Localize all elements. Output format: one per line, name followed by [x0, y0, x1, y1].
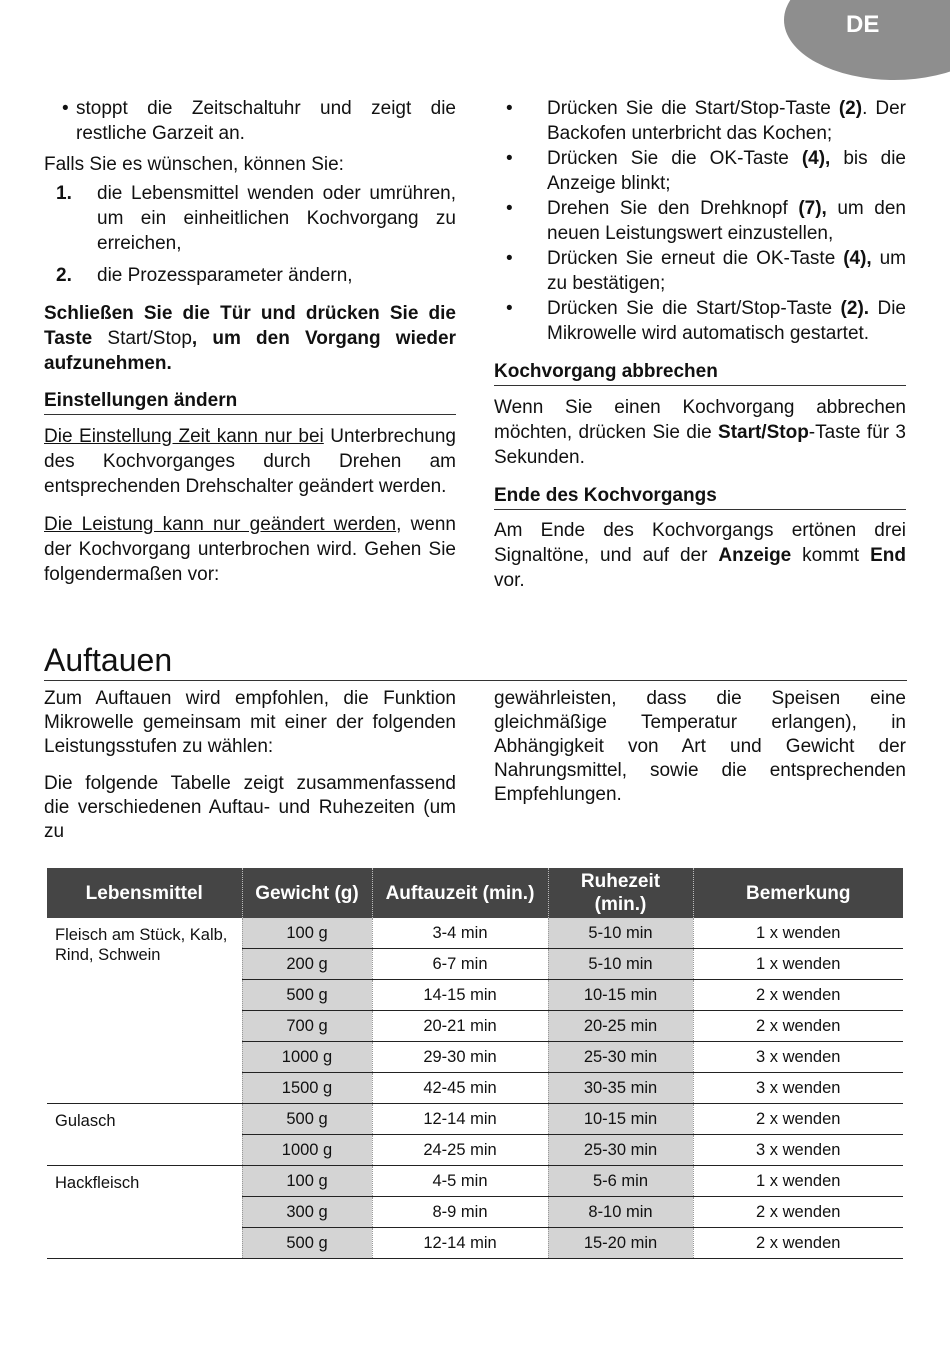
rest-time-cell: 5-10 min — [548, 918, 693, 949]
rest-time-cell: 25-30 min — [548, 1135, 693, 1166]
step-text: Drehen Sie den Drehknopf (7), um den neuen Leistungswert einzustellen, — [547, 198, 906, 244]
bullet-icon: • — [506, 148, 513, 169]
list-item-text: stoppt die Zeitschaltuhr und zeigt die restliche Garzeit an. — [76, 98, 456, 144]
settings-heading: Einstellungen ändern — [44, 388, 456, 415]
header-defrost-time: Auftauzeit (min.) — [372, 868, 548, 918]
remark-cell: 1 x wenden — [693, 918, 903, 949]
left-column — [44, 96, 456, 587]
remark-cell: 3 x wenden — [693, 1073, 903, 1104]
step-text: Drücken Sie die Start/Stop-Taste (2). Die Mikrowelle wird automatisch gestartet. — [547, 298, 906, 344]
rest-time-cell: 25-30 min — [548, 1042, 693, 1073]
bullet-icon: • — [62, 98, 69, 119]
step-item — [494, 146, 906, 196]
power-change-underlined: Die Leistung kann nur geändert werden — [44, 514, 397, 535]
rest-time-cell: 30-35 min — [548, 1073, 693, 1104]
rest-time-cell: 20-25 min — [548, 1011, 693, 1042]
table-header-row — [47, 868, 903, 918]
power-change-text — [44, 512, 456, 587]
defrost-paragraph-1: Zum Auftauen wird empfohlen, die Funktion Mikrowelle gemeinsam mit einer der folgenden Leistungsstufen zu wählen: — [44, 688, 456, 757]
section-title: Auftauen — [44, 640, 907, 681]
bullet-icon: • — [506, 248, 513, 269]
header-remark: Bemerkung — [693, 868, 903, 918]
weight-cell: 1000 g — [242, 1135, 372, 1166]
step-text: Drücken Sie die OK-Taste (4), bis die Anzeige blinkt; — [547, 148, 907, 194]
end-heading: Ende des Kochvorgangs — [494, 483, 906, 510]
step-item — [494, 196, 906, 246]
end-text: Am Ende des Kochvorgangs ertönen drei Signaltöne, und auf der Anzeige kommt End vor. — [494, 520, 907, 591]
abort-heading: Kochvorgang abbrechen — [494, 359, 906, 386]
numbered-item — [44, 181, 456, 256]
defrost-time-cell: 6-7 min — [372, 949, 548, 980]
header-weight: Gewicht (g) — [242, 868, 372, 918]
right-column — [494, 96, 906, 593]
weight-cell: 500 g — [242, 980, 372, 1011]
power-change-rest: , wenn der Kochvorgang unterbrochen wird. Gehen Sie folgendermaßen vor: — [44, 514, 456, 585]
weight-cell: 1500 g — [242, 1073, 372, 1104]
weight-cell: 100 g — [242, 918, 372, 949]
time-change-text — [44, 424, 456, 499]
step-item — [494, 246, 906, 296]
language-tab — [784, 0, 950, 80]
defrost-time-cell: 29-30 min — [372, 1042, 548, 1073]
defrost-time-cell: 4-5 min — [372, 1166, 548, 1197]
weight-cell: 200 g — [242, 949, 372, 980]
header-food: Lebensmittel — [47, 868, 242, 918]
rest-time-cell: 15-20 min — [548, 1228, 693, 1259]
resume-text-2: Start/Stop — [92, 328, 192, 349]
bullet-icon: • — [506, 298, 513, 319]
language-tab-label: DE — [846, 11, 880, 38]
defrost-time-cell: 3-4 min — [372, 918, 548, 949]
weight-cell: 700 g — [242, 1011, 372, 1042]
defrost-paragraph-2: Die folgende Tabelle zeigt zusammenfassend die verschiedenen Auftau- und Ruhezeiten (um zu — [44, 773, 456, 842]
defrost-time-cell: 8-9 min — [372, 1197, 548, 1228]
weight-cell: 100 g — [242, 1166, 372, 1197]
item-number: 1. — [56, 183, 72, 204]
time-change-rest: Unterbrechung des Kochvorganges durch Drehen am entsprechenden Drehschalter geändert werden. — [44, 426, 456, 497]
bullet-icon: • — [506, 98, 513, 119]
weight-cell: 500 g — [242, 1228, 372, 1259]
numbered-item — [44, 263, 456, 288]
food-cell: Fleisch am Stück, Kalb, Rind, Schwein — [47, 918, 242, 1104]
defrost-time-cell: 24-25 min — [372, 1135, 548, 1166]
step-item — [494, 296, 906, 346]
defrost-time-cell: 20-21 min — [372, 1011, 548, 1042]
item-text: die Lebensmittel wenden oder umrühren, um ein einheitlichen Kochvorgang zu erreichen, — [97, 183, 456, 254]
bullet-icon: • — [506, 198, 513, 219]
item-number: 2. — [56, 265, 72, 286]
table-body — [47, 918, 903, 1259]
rest-time-cell: 8-10 min — [548, 1197, 693, 1228]
remark-cell: 3 x wenden — [693, 1042, 903, 1073]
remark-cell: 3 x wenden — [693, 1135, 903, 1166]
resume-text-1: Schließen Sie die Tür und drücken Sie die Taste — [44, 303, 456, 349]
remark-cell: 2 x wenden — [693, 1011, 903, 1042]
defrost-time-cell: 14-15 min — [372, 980, 548, 1011]
abort-text: Wenn Sie einen Kochvorgang abbrechen möchten, drücken Sie die Start/Stop-Taste für 3 Sekunden. — [494, 397, 906, 468]
defrost-left-text — [44, 687, 456, 844]
defrost-right-text — [494, 687, 906, 807]
step-text: Drücken Sie erneut die OK-Taste (4), um zu bestätigen; — [547, 248, 906, 294]
remark-cell: 1 x wenden — [693, 949, 903, 980]
rest-time-cell: 5-6 min — [548, 1166, 693, 1197]
rest-time-cell: 10-15 min — [548, 1104, 693, 1135]
step-item — [494, 96, 906, 146]
table-row — [47, 918, 903, 949]
header-rest-time: Ruhezeit (min.) — [548, 868, 693, 918]
intro-text: Falls Sie es wünschen, können Sie: — [44, 154, 344, 175]
food-cell: Gulasch — [47, 1104, 242, 1166]
defrost-time-cell: 12-14 min — [372, 1104, 548, 1135]
remark-cell: 2 x wenden — [693, 1104, 903, 1135]
defrost-paragraph-3: gewährleisten, dass die Speisen eine gleichmäßige Temperatur erlangen), in Abhängigkeit von Art und Gewicht der Nahrungsmittel, sowie die entsprechenden Empfehlungen. — [494, 688, 906, 805]
rest-time-cell: 10-15 min — [548, 980, 693, 1011]
rest-time-cell: 5-10 min — [548, 949, 693, 980]
table-row — [47, 1166, 903, 1197]
defrost-table — [47, 868, 903, 1259]
step-text: Drücken Sie die Start/Stop-Taste (2). Der Backofen unterbricht das Kochen; — [547, 98, 906, 144]
remark-cell: 1 x wenden — [693, 1166, 903, 1197]
weight-cell: 500 g — [242, 1104, 372, 1135]
weight-cell: 300 g — [242, 1197, 372, 1228]
time-change-underlined: Die Einstellung Zeit kann nur bei — [44, 426, 324, 447]
defrost-time-cell: 12-14 min — [372, 1228, 548, 1259]
list-item — [44, 96, 456, 146]
table-row — [47, 1104, 903, 1135]
food-cell: Hackfleisch — [47, 1166, 242, 1259]
remark-cell: 2 x wenden — [693, 1197, 903, 1228]
defrost-time-cell: 42-45 min — [372, 1073, 548, 1104]
resume-instruction — [44, 301, 456, 376]
remark-cell: 2 x wenden — [693, 1228, 903, 1259]
remark-cell: 2 x wenden — [693, 980, 903, 1011]
item-text: die Prozessparameter ändern, — [97, 265, 353, 286]
weight-cell: 1000 g — [242, 1042, 372, 1073]
resume-text-3: , um den Vorgang wieder aufzunehmen. — [44, 328, 456, 374]
